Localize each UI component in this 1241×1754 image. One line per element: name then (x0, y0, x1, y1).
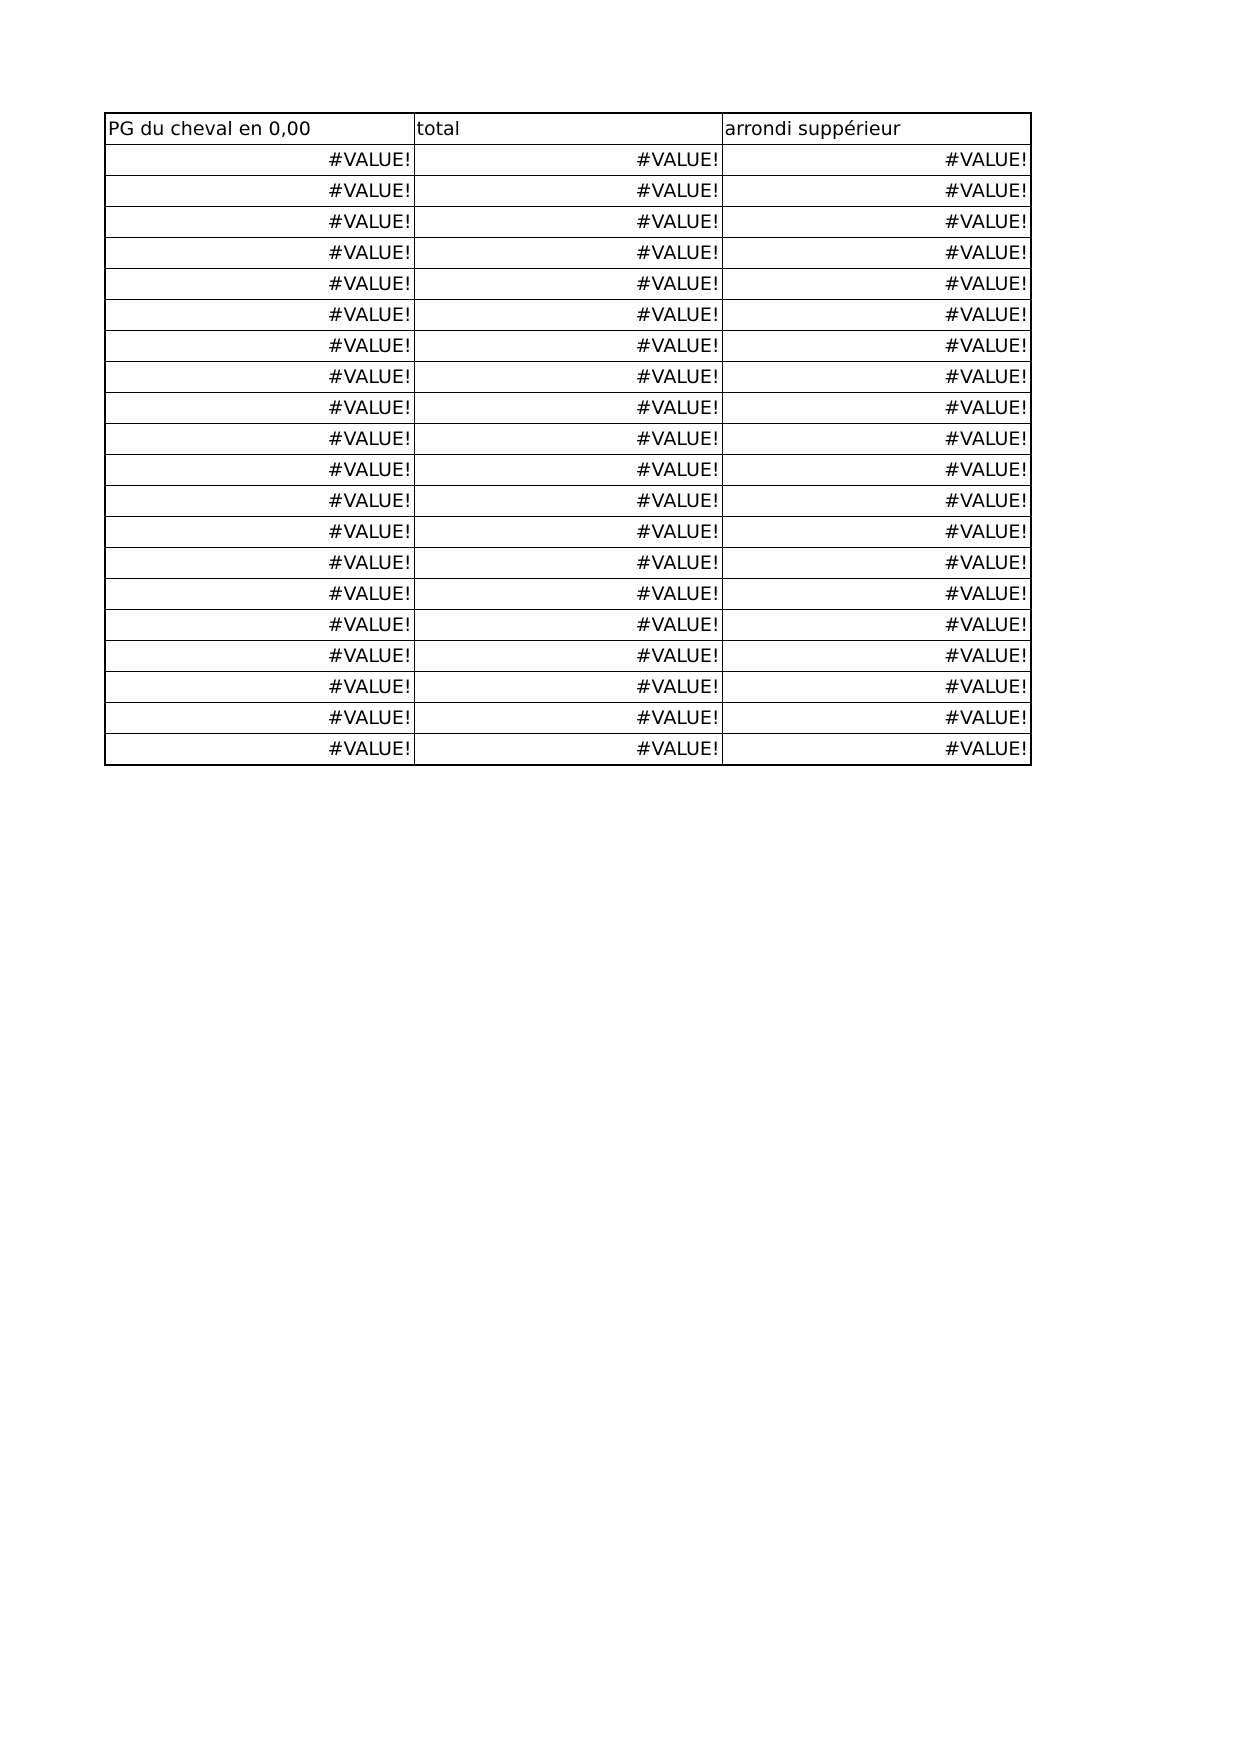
cell-pg-du-cheval: #VALUE! (105, 641, 414, 672)
cell-total: #VALUE! (414, 455, 722, 486)
cell-pg-du-cheval: #VALUE! (105, 424, 414, 455)
cell-arrondi-superieur: #VALUE! (722, 455, 1031, 486)
table-row (105, 703, 1031, 734)
cell-pg-du-cheval: #VALUE! (105, 579, 414, 610)
table-row (105, 641, 1031, 672)
table-row (105, 517, 1031, 548)
cell-total: #VALUE! (414, 393, 722, 424)
cell-pg-du-cheval: #VALUE! (105, 331, 414, 362)
table-row (105, 176, 1031, 207)
cell-total: #VALUE! (414, 331, 722, 362)
cell-pg-du-cheval: #VALUE! (105, 393, 414, 424)
cell-pg-du-cheval: #VALUE! (105, 269, 414, 300)
cell-arrondi-superieur: #VALUE! (722, 176, 1031, 207)
cell-total: #VALUE! (414, 610, 722, 641)
header-row (105, 113, 1031, 145)
table-body (105, 145, 1031, 766)
cell-arrondi-superieur: #VALUE! (722, 393, 1031, 424)
cell-arrondi-superieur: #VALUE! (722, 672, 1031, 703)
cell-arrondi-superieur: #VALUE! (722, 362, 1031, 393)
cell-pg-du-cheval: #VALUE! (105, 176, 414, 207)
table-row (105, 362, 1031, 393)
cell-total: #VALUE! (414, 269, 722, 300)
cell-total: #VALUE! (414, 207, 722, 238)
table-row (105, 424, 1031, 455)
cell-arrondi-superieur: #VALUE! (722, 734, 1031, 766)
cell-pg-du-cheval: #VALUE! (105, 207, 414, 238)
data-table (104, 112, 1032, 766)
cell-total: #VALUE! (414, 672, 722, 703)
table-row (105, 300, 1031, 331)
table-row (105, 207, 1031, 238)
cell-pg-du-cheval: #VALUE! (105, 238, 414, 269)
cell-total: #VALUE! (414, 300, 722, 331)
table-row (105, 734, 1031, 766)
cell-total: #VALUE! (414, 176, 722, 207)
cell-total: #VALUE! (414, 486, 722, 517)
table-row (105, 455, 1031, 486)
cell-arrondi-superieur: #VALUE! (722, 610, 1031, 641)
cell-arrondi-superieur: #VALUE! (722, 641, 1031, 672)
table-row (105, 269, 1031, 300)
cell-total: #VALUE! (414, 238, 722, 269)
table-row (105, 145, 1031, 176)
cell-total: #VALUE! (414, 734, 722, 766)
table-row (105, 393, 1031, 424)
table-row (105, 579, 1031, 610)
table-row (105, 672, 1031, 703)
cell-arrondi-superieur: #VALUE! (722, 703, 1031, 734)
cell-pg-du-cheval: #VALUE! (105, 486, 414, 517)
cell-arrondi-superieur: #VALUE! (722, 424, 1031, 455)
cell-total: #VALUE! (414, 579, 722, 610)
cell-total: #VALUE! (414, 641, 722, 672)
cell-arrondi-superieur: #VALUE! (722, 207, 1031, 238)
cell-pg-du-cheval: #VALUE! (105, 548, 414, 579)
cell-arrondi-superieur: #VALUE! (722, 269, 1031, 300)
cell-pg-du-cheval: #VALUE! (105, 300, 414, 331)
cell-pg-du-cheval: #VALUE! (105, 145, 414, 176)
cell-pg-du-cheval: #VALUE! (105, 672, 414, 703)
cell-arrondi-superieur: #VALUE! (722, 517, 1031, 548)
header-total: total (414, 113, 722, 145)
cell-total: #VALUE! (414, 145, 722, 176)
cell-pg-du-cheval: #VALUE! (105, 455, 414, 486)
table-row (105, 238, 1031, 269)
table-row (105, 548, 1031, 579)
cell-total: #VALUE! (414, 424, 722, 455)
cell-total: #VALUE! (414, 703, 722, 734)
cell-pg-du-cheval: #VALUE! (105, 517, 414, 548)
table-row (105, 331, 1031, 362)
cell-total: #VALUE! (414, 548, 722, 579)
cell-pg-du-cheval: #VALUE! (105, 362, 414, 393)
cell-arrondi-superieur: #VALUE! (722, 548, 1031, 579)
cell-pg-du-cheval: #VALUE! (105, 734, 414, 766)
cell-arrondi-superieur: #VALUE! (722, 331, 1031, 362)
cell-arrondi-superieur: #VALUE! (722, 486, 1031, 517)
header-arrondi-superieur: arrondi suppérieur (722, 113, 1031, 145)
cell-pg-du-cheval: #VALUE! (105, 610, 414, 641)
cell-total: #VALUE! (414, 362, 722, 393)
cell-arrondi-superieur: #VALUE! (722, 300, 1031, 331)
cell-arrondi-superieur: #VALUE! (722, 145, 1031, 176)
table-row (105, 610, 1031, 641)
cell-pg-du-cheval: #VALUE! (105, 703, 414, 734)
header-pg-du-cheval: PG du cheval en 0,00 (105, 113, 414, 145)
cell-arrondi-superieur: #VALUE! (722, 238, 1031, 269)
cell-arrondi-superieur: #VALUE! (722, 579, 1031, 610)
table-row (105, 486, 1031, 517)
cell-total: #VALUE! (414, 517, 722, 548)
